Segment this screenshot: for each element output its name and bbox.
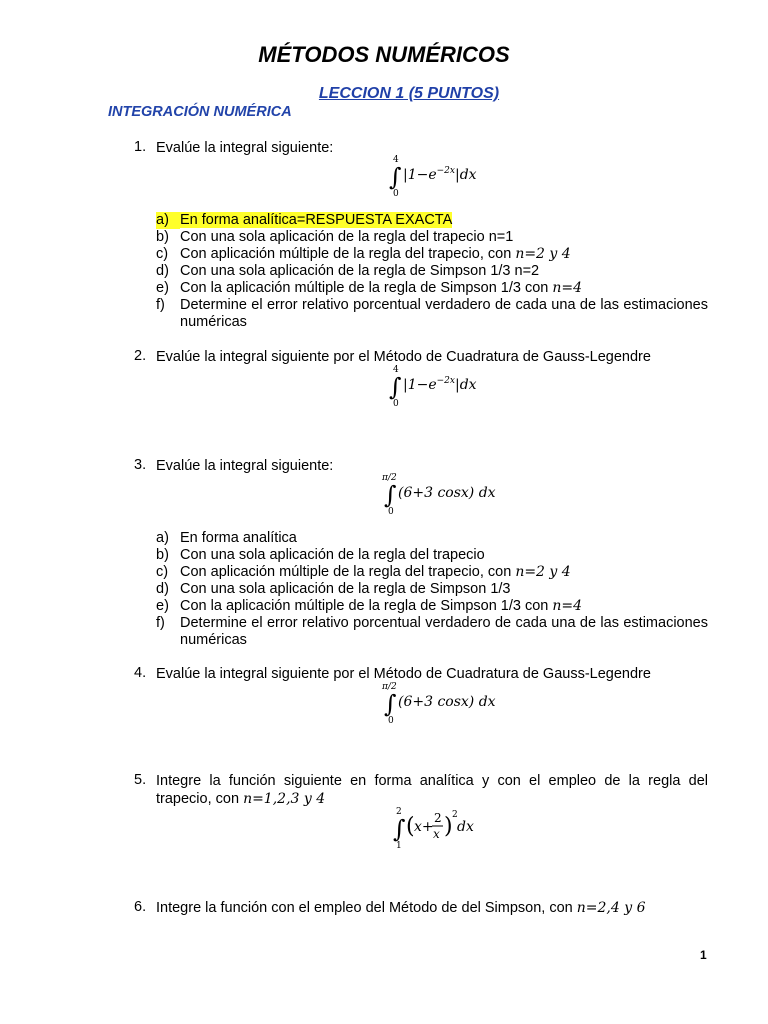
svg-text:2: 2	[434, 811, 442, 825]
q3-item-e: e) Con la aplicación múltiple de la regla de Simpson 1/3 con n=4	[156, 598, 583, 614]
integral-lower-limit: 0	[393, 189, 399, 198]
integral-sign: ∫	[384, 690, 397, 718]
question-2-number: 2.	[134, 348, 147, 364]
q1-item-f: f) Determine el error relativo porcentual verdadero de cada una de las estimaciones numéricas	[156, 297, 708, 330]
question-2-integral	[385, 362, 495, 408]
integrand: (6+3 cosx) dx	[398, 694, 496, 710]
integrand: (6+3 cosx) dx	[398, 485, 496, 501]
integrand: $|1-e^{-2x}|dx$	[403, 376, 477, 393]
integral-lower-limit: 0	[393, 399, 399, 408]
question-3-number: 3.	[134, 457, 147, 473]
left-paren: (	[406, 814, 415, 839]
svg-text:x: x	[433, 827, 440, 841]
question-1-text: Evalúe la integral siguiente:	[156, 140, 334, 156]
integral-lower-limit: 0	[388, 716, 394, 725]
page-number: 1	[700, 948, 707, 962]
integral-upper-limit: 4	[393, 155, 399, 165]
question-4-integral	[378, 679, 498, 725]
question-5-text: Integre la función siguiente en forma analítica y con el empleo de la regla del trapecio, con n=1,2,3 y 4	[156, 773, 708, 807]
integral-sign: ∫	[393, 815, 406, 843]
question-3-text: Evalúe la integral siguiente:	[156, 458, 334, 474]
question-1-number: 1.	[134, 139, 147, 155]
q1-item-d: d) Con una sola aplicación de la regla de Simpson 1/3 n=2	[156, 263, 540, 279]
exponent: 2	[452, 810, 458, 820]
q3-item-b: b) Con una sola aplicación de la regla del trapecio	[156, 547, 485, 563]
question-5-integral	[390, 804, 480, 850]
integral-sign: ∫	[384, 481, 397, 509]
right-paren: )	[444, 814, 453, 839]
question-6-number: 6.	[134, 899, 147, 915]
q1-item-c: c) Con aplicación múltiple de la regla del trapecio, con n=2 y 4	[156, 246, 571, 262]
section-heading: INTEGRACIÓN NUMÉRICA	[108, 104, 292, 120]
integral-lower-limit: 0	[388, 507, 394, 516]
question-6-text: Integre la función con el empleo del Método de del Simpson, con n=2,4 y 6	[156, 900, 646, 916]
integral-upper-limit: π/2	[382, 682, 397, 692]
q3-item-d: d) Con una sola aplicación de la regla de Simpson 1/3	[156, 581, 511, 597]
svg-text:dx: dx	[457, 819, 474, 835]
integral-upper-limit: 2	[396, 807, 402, 817]
question-4-text: Evalúe la integral siguiente por el Método de Cuadratura de Gauss-Legendre	[156, 666, 651, 682]
q3-item-c: c) Con aplicación múltiple de la regla del trapecio, con n=2 y 4	[156, 564, 571, 580]
question-5-number: 5.	[134, 772, 147, 788]
question-3-integral	[378, 470, 498, 516]
question-4-number: 4.	[134, 665, 147, 681]
integral-upper-limit: 4	[393, 365, 399, 375]
q3-item-a: a) En forma analítica	[156, 530, 297, 546]
q3-item-f: f) Determine el error relativo porcentual verdadero de cada una de las estimaciones numéricas	[156, 615, 708, 648]
integral-sign: ∫	[389, 373, 402, 401]
q1-item-b: b) Con una sola aplicación de la regla del trapecio n=1	[156, 229, 514, 245]
integral-lower-limit: 1	[396, 841, 402, 850]
q1-item-a: a) En forma analítica=RESPUESTA EXACTA	[156, 212, 453, 228]
lesson-heading: LECCION 1 (5 PUNTOS)	[318, 85, 500, 102]
integral-sign: ∫	[389, 163, 402, 191]
question-1-integral	[385, 152, 495, 198]
integral-upper-limit: π/2	[382, 473, 397, 483]
svg-text:x+: x+	[414, 819, 434, 835]
question-2-text: Evalúe la integral siguiente por el Método de Cuadratura de Gauss-Legendre	[156, 349, 651, 365]
page-title: MÉTODOS NUMÉRICOS	[258, 42, 510, 67]
integrand: $|1-e^{-2x}|dx$	[403, 166, 477, 183]
q1-item-e: e) Con la aplicación múltiple de la regla de Simpson 1/3 con n=4	[156, 280, 583, 296]
